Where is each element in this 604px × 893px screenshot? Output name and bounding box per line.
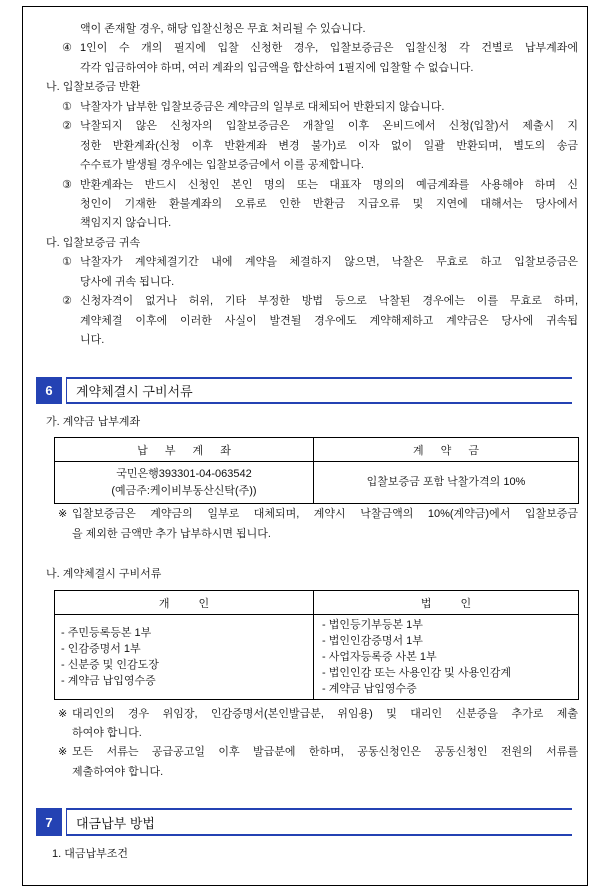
table-row [55, 615, 579, 700]
documents-heading-block [0, 565, 604, 584]
section-header [36, 808, 572, 836]
item-line: 당사에 귀속 됩니다. [80, 275, 175, 288]
bid-deposit-terms-block [0, 20, 604, 350]
note-marker: ※ [58, 508, 68, 520]
corporate-documents-cell [314, 615, 579, 700]
section-number-badge: 7 [36, 808, 62, 836]
item-marker: ① [62, 256, 72, 269]
note-text [72, 743, 578, 781]
section-title: 대금납부 방법 [66, 808, 572, 836]
item-line: 1인이 수 개의 필지에 입찰 신청한 경우, 입찰보증금은 입찰신청 각 건별로 납부계좌에 [80, 42, 578, 55]
item-text [80, 117, 578, 175]
note-item [58, 705, 578, 743]
subsection-heading: 가. 계약금 납부계좌 [46, 416, 141, 428]
note-line: 제출하여야 합니다. [72, 765, 164, 778]
table-header-row [55, 591, 579, 615]
document-list-item: - 계약금 납입영수증 [322, 683, 417, 695]
list-item [62, 117, 578, 175]
subsection-heading: 다. 입찰보증금 귀속 [46, 236, 141, 249]
deposit-amount-header: 계 약 금 [314, 438, 579, 462]
individual-header: 개 인 [55, 591, 314, 615]
item-marker: ④ [62, 42, 72, 55]
item-line: 청인이 기재한 환불계좌의 오류로 인한 반환금 지급오류 및 지연에 대해서는 당사에서 [80, 197, 578, 210]
item-text [80, 253, 578, 292]
documents-notes-block [0, 705, 604, 782]
item-marker: ① [62, 100, 72, 113]
account-cell [55, 462, 314, 504]
section-header [36, 377, 572, 404]
note-line: 을 제외한 금액만 추가 납부하시면 됩니다. [72, 527, 271, 540]
document-list-item: - 법인인감 또는 사용인감 및 사용인감계 [322, 667, 511, 679]
section-number-badge: 6 [36, 377, 62, 404]
required-documents-table [54, 590, 579, 700]
account-holder: (예금주:케이비부동산신탁(주)) [111, 484, 257, 497]
list-item [62, 39, 578, 78]
deposit-account-table [54, 437, 579, 504]
item-marker: ② [62, 120, 72, 133]
item-line: 책임지지 않습니다. [80, 217, 172, 230]
deposit-amount-cell: 입찰보증금 포함 낙찰가격의 10% [314, 462, 579, 504]
document-list-item: - 계약금 납입영수증 [61, 675, 156, 687]
note-line: 하여야 합니다. [72, 727, 142, 740]
subsection-heading: 나. 계약체결시 구비서류 [46, 568, 162, 580]
document-list-item: - 인감증명서 1부 [61, 643, 141, 655]
deposit-note-block [0, 505, 604, 544]
note-line: 모든 서류는 공급공고일 이후 발급분에 한하며, 공동신청인은 공동신청인 전원의 서류를 [72, 746, 578, 759]
note-line: 입찰보증금은 계약금의 일부로 대체되며, 계약시 낙찰금액의 10%(계약금)에서 입찰보증금 [72, 508, 578, 520]
note-text [72, 705, 578, 743]
item-line: 낙찰자가 납부한 입찰보증금은 계약금의 일부로 대체되어 반환되지 않습니다. [80, 100, 445, 113]
note-text [72, 505, 578, 544]
item-line: 신청자격이 없거나 허위, 기타 부정한 방법 등으로 낙찰된 경우에는 이를 무효로 하며, [80, 295, 578, 308]
item-line: 각각 입금하여야 하며, 여러 계좌의 입금액을 합산하여 1필지에 입찰할 수 없습니다. [80, 61, 474, 74]
item-text [80, 98, 578, 117]
item-line: 반환계좌는 반드시 신청인 본인 명의 또는 대표자 명의의 예금계좌를 사용해야 하며 신 [80, 178, 578, 191]
bank-account-number: 국민은행393301-04-063542 [116, 467, 252, 480]
item-line: 낙찰되지 않은 신청자의 입찰보증금은 개찰일 이후 온비드에서 신청(입찰)서 제출시 지 [80, 120, 578, 133]
item-line: 계약체결 이후에 이러한 사실이 발견될 경우에도 계약해제하고 계약금은 당사에 귀속됩 [80, 314, 578, 327]
document-list-item: - 법인등기부등본 1부 [322, 619, 423, 631]
item-marker: ③ [62, 178, 72, 191]
item-text [80, 39, 578, 78]
item-line: 낙찰자가 계약체결기간 내에 계약을 체결하지 않으면, 낙찰은 무효로 하고 입찰보증금은 [80, 256, 578, 269]
note-line: 대리인의 경우 위임장, 인감증명서(본인발급분, 위임용) 및 대리인 신분증을 추가로 제출 [72, 708, 578, 720]
list-item [62, 98, 578, 117]
document-list-item: - 신분증 및 인감도장 [61, 659, 159, 671]
item-line: 수수료가 발생될 경우에는 입찰보증금에서 이를 공제합니다. [80, 159, 364, 172]
deposit-heading-block [0, 413, 604, 432]
table-row [55, 462, 579, 504]
continuation-line: 액이 존재할 경우, 해당 입찰신청은 무효 처리될 수 있습니다. [80, 23, 366, 35]
list-item [62, 253, 578, 292]
note-item [58, 505, 578, 544]
note-marker: ※ [58, 708, 68, 720]
table-header-row [55, 438, 579, 462]
item-text [80, 292, 578, 350]
payment-terms-heading-block [0, 845, 604, 864]
corporate-header: 법 인 [314, 591, 579, 615]
item-line: 니다. [80, 334, 105, 346]
document-list-item: - 주민등록등본 1부 [61, 627, 152, 639]
document-list-item: - 사업자등록증 사본 1부 [322, 651, 437, 663]
item-text [80, 176, 578, 234]
account-header: 납 부 계 좌 [55, 438, 314, 462]
note-marker: ※ [58, 746, 68, 759]
subsection-heading: 나. 입찰보증금 반환 [46, 81, 141, 94]
subsection-heading: 1. 대금납부조건 [52, 848, 128, 860]
individual-documents-cell [55, 615, 314, 700]
note-item [58, 743, 578, 781]
item-line: 정한 반환계좌(신청 이후 반환계좌 변경 불가)로 이자 없이 일괄 반환되며, 별도의 송금 [80, 139, 578, 152]
section-title: 계약체결시 구비서류 [66, 377, 572, 404]
document-list-item: - 법인인감증명서 1부 [322, 635, 423, 647]
list-item [62, 292, 578, 350]
item-marker: ② [62, 295, 72, 308]
list-item [62, 176, 578, 234]
